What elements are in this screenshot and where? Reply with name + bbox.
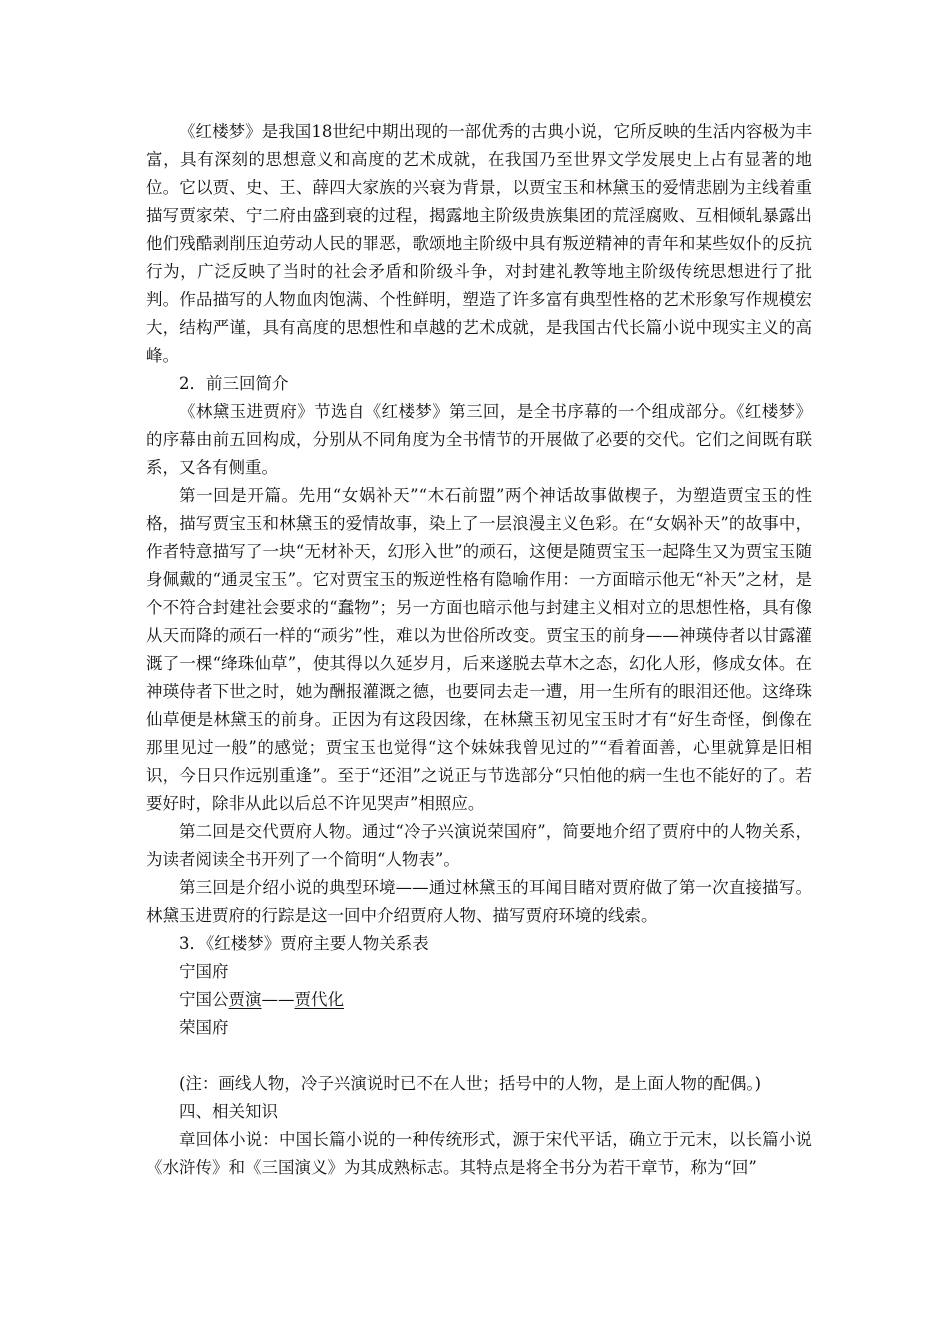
- relationship-table-note: (注：画线人物，冷子兴演说时已不在人世；括号中的人物，是上面人物的配偶。): [179, 1074, 762, 1093]
- intro-paragraph: 《红楼梦》是我国18世纪中期出现的一部优秀的古典小说，它所反映的生活内容极为丰富，具有深刻的思想意义和高度的艺术成就，在我国乃至世界文学发展史上占有显著的地位。它以贾、史、王、薛四大家族的兴衰为背景，以贾宝玉和林黛玉的爱情悲剧为主线着重描写贾家荣、宁二府由盛到衰的过程，揭露地主阶级贵族集团的荒淫腐败、互相倾轧暴露出他们残酷剥削压迫劳动人民的罪恶，歌颂地主阶级中具有叛逆精神的青年和某些奴仆的反抗行为，广泛反映了当时的社会矛盾和阶级斗争，对封建礼教等地主阶级传统思想进行了批判。作品描写的人物血肉饱满、个性鲜明，塑造了许多富有典型性格的艺术形象写作规模宏大，结构严谨，具有高度的思想性和卓越的艺术成就，是我国古代长篇小说中现实主义的高峰。: [146, 122, 812, 365]
- document-page: [146, 118, 812, 1182]
- ningguo-label: 宁国府: [179, 962, 229, 981]
- chapters-overview-paragraph: 《林黛玉进贾府》节选自《红楼梦》第三回，是全书序幕的一个组成部分。《红楼梦》的序幕由前五回构成，分别从不同角度为全书情节的开展做了必要的交代。它们之间既有联系，又各有侧重。: [146, 402, 812, 477]
- lineage-dash: ——: [261, 990, 295, 1009]
- zhanghui-novel-paragraph: 章回体小说：中国长篇小说的一种传统形式，源于宋代平话，确立于元末，以长篇小说《水浒传》和《三国演义》为其成熟标志。其特点是将全书分为若干章节，称为“回”: [146, 1130, 812, 1177]
- ningguo-person-jiayan: 贾演: [228, 990, 262, 1009]
- ningguo-lineage: [146, 986, 812, 1014]
- ningguo-title: 宁国公: [179, 990, 229, 1009]
- chapter-three-paragraph: 第三回是介绍小说的典型环境——通过林黛玉的耳闻目睹对贾府做了第一次直接描写。林黛玉进贾府的行踪是这一回中介绍贾府人物、描写贾府环境的线索。: [146, 878, 812, 925]
- ningguo-person-jiadaihua: 贾代化: [294, 990, 344, 1009]
- section-heading-related-knowledge: 四、相关知识: [179, 1102, 278, 1121]
- chapter-two-paragraph: 第二回是交代贾府人物。通过“冷子兴演说荣国府”，简要地介绍了贾府中的人物关系，为读者阅读全书开列了一个简明“人物表”。: [146, 822, 812, 869]
- chapter-one-paragraph: 第一回是开篇。先用“女娲补天”“木石前盟”两个神话故事做楔子，为塑造贾宝玉的性格，描写贾宝玉和林黛玉的爱情故事，染上了一层浪漫主义色彩。在“女娲补天”的故事中，作者特意描写了一块“无材补天，幻形入世”的顽石，这便是随贾宝玉一起降生又为贾宝玉随身佩戴的“通灵宝玉”。它对贾宝玉的叛逆性格有隐喻作用：一方面暗示他无“补天”之材，是个不符合封建社会要求的“蠢物”；另一方面也暗示他与封建主义相对立的思想性格，具有像从天而降的顽石一样的“顽劣”性，难以为世俗所改变。贾宝玉的前身——神瑛侍者以甘露灌溉了一棵“绛珠仙草”，使其得以久延岁月，后来遂脱去草木之态，幻化人形，修成女体。在神瑛侍者下世之时，她为酬报灌溉之德，也要同去走一遭，用一生所有的眼泪还他。这绛珠仙草便是林黛玉的前身。正因为有这段因缘，在林黛玉初见宝玉时才有“好生奇怪，倒像在那里见过一般”的感觉；贾宝玉也觉得“这个妹妹我曾见过的”“看着面善，心里就算是旧相识，今日只作远别重逢”。至于“还泪”之说正与节选部分“只怕他的病一生也不能好的了。若要好时，除非从此以后总不许见哭声”相照应。: [146, 486, 812, 813]
- section-heading-relationship-table: 3．《红楼梦》贾府主要人物关系表: [179, 934, 429, 953]
- table-diagram-space: [146, 1042, 812, 1070]
- rongguo-label: 荣国府: [179, 1018, 229, 1037]
- section-heading-intro-chapters: 2．前三回简介: [179, 374, 289, 393]
